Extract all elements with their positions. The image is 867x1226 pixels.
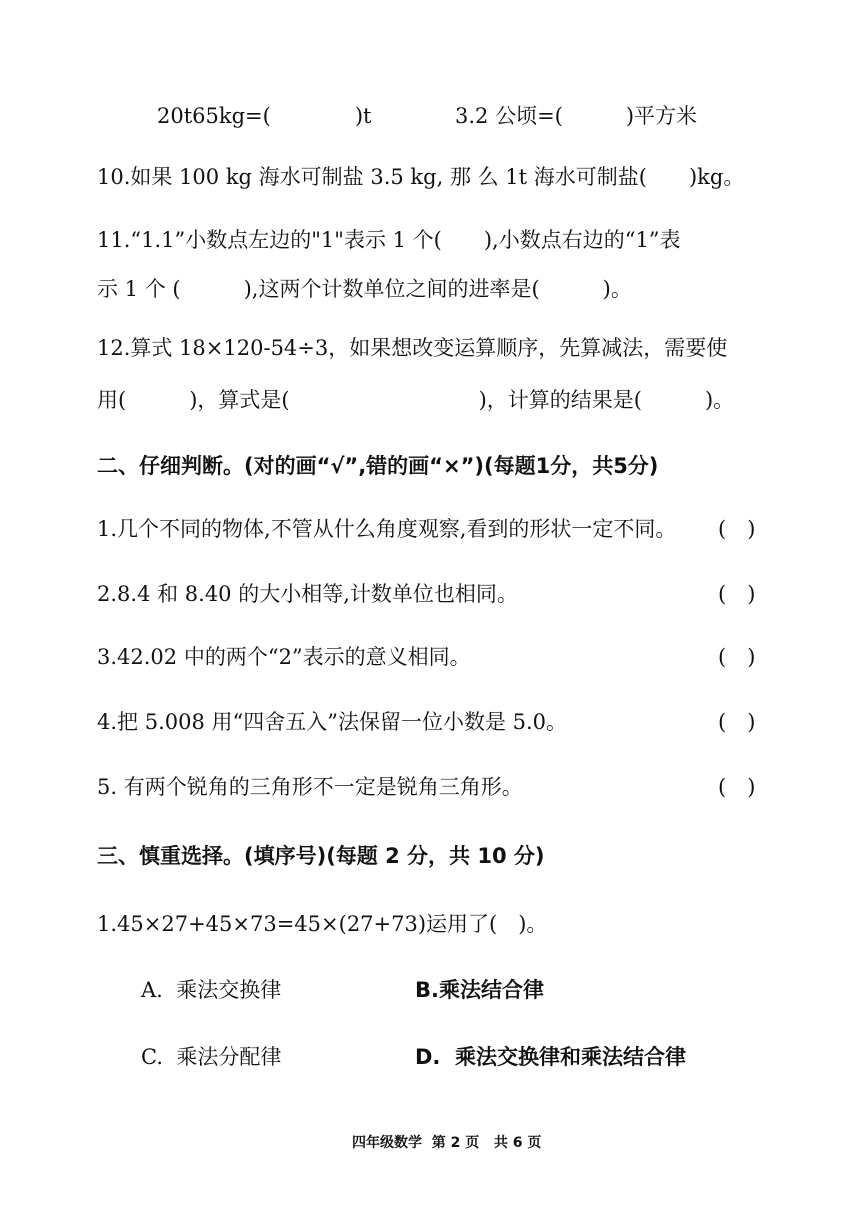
question-12-line-2: 用( )，算式是( )，计算的结果是( )。 <box>97 388 735 412</box>
q9-part-a: 20t65kg=( )t <box>157 104 372 128</box>
question-11-line-1: 11.“1.1”小数点左边的"1"表示 1 个( ),小数点右边的“1”表 <box>97 228 681 252</box>
choice-question-1: 1.45×27+45×73=45×(27+73)运用了( )。 <box>97 912 548 936</box>
option-a: A. 乘法交换律 <box>141 978 282 1002</box>
q9-part-b: 3.2 公顷=( )平方米 <box>455 104 698 128</box>
option-c: C. 乘法分配律 <box>141 1045 282 1069</box>
option-b: B.乘法结合律 <box>415 978 544 1002</box>
judge-item-2: 2.8.4 和 8.40 的大小相等,计数单位也相同。 <box>97 582 518 606</box>
judge-section-heading: 二、仔细判断。(对的画“√”,错的画“×”)(每题1分，共5分) <box>97 454 659 478</box>
judge-answer-paren-5: ( ) <box>718 775 756 799</box>
judge-answer-paren-2: ( ) <box>718 582 756 606</box>
page-footer: 四年级数学 第 2 页 共 6 页 <box>352 1135 542 1151</box>
question-11-line-2: 示 1 个 ( ),这两个计数单位之间的进率是( )。 <box>97 277 632 301</box>
choice-section-heading: 三、慎重选择。(填序号)(每题 2 分，共 10 分) <box>97 844 545 868</box>
judge-item-1: 1.几个不同的物体,不管从什么角度观察,看到的形状一定不同。 <box>97 517 677 541</box>
judge-item-3: 3.42.02 中的两个“2”表示的意义相同。 <box>97 645 471 669</box>
judge-answer-paren-1: ( ) <box>718 517 756 541</box>
option-d: D. 乘法交换律和乘法结合律 <box>415 1045 687 1069</box>
judge-item-4: 4.把 5.008 用“四舍五入”法保留一位小数是 5.0。 <box>97 710 568 734</box>
judge-answer-paren-4: ( ) <box>718 710 756 734</box>
judge-answer-paren-3: ( ) <box>718 645 756 669</box>
question-10: 10.如果 100 kg 海水可制盐 3.5 kg, 那 么 1t 海水可制盐( )kg。 <box>97 165 745 189</box>
question-12-line-1: 12.算式 18×120-54÷3，如果想改变运算顺序，先算减法，需要使 <box>97 336 728 360</box>
judge-item-5: 5. 有两个锐角的三角形不一定是锐角三角形。 <box>97 775 523 799</box>
